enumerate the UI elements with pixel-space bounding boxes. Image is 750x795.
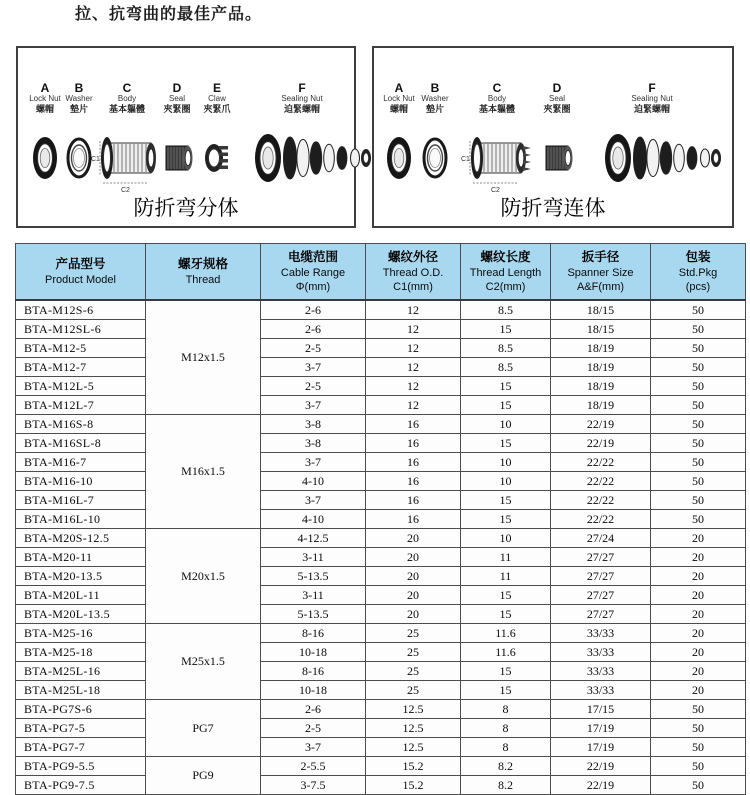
spec-value-cell: 15 bbox=[461, 491, 551, 510]
part-letter: A bbox=[40, 81, 50, 95]
table-row bbox=[16, 643, 746, 662]
spec-value-cell: 3-7 bbox=[261, 491, 366, 510]
table-row bbox=[16, 662, 746, 681]
spec-value-cell: 50 bbox=[651, 700, 746, 719]
part-en: Body bbox=[117, 94, 137, 104]
spec-value-cell: 12 bbox=[366, 339, 461, 358]
part-letter: B bbox=[430, 81, 440, 95]
spec-value-cell: 50 bbox=[651, 491, 746, 510]
spec-value-cell: 18/15 bbox=[551, 320, 651, 339]
header-row bbox=[16, 244, 746, 301]
spec-value-cell: 12 bbox=[366, 396, 461, 415]
spec-value-cell: 20 bbox=[651, 605, 746, 624]
part-zh: 夾緊爪 bbox=[203, 103, 231, 114]
part-en: Seal bbox=[548, 94, 566, 104]
spec-value-cell: 20 bbox=[651, 586, 746, 605]
part-zh: 迫緊螺帽 bbox=[283, 103, 321, 114]
table-row bbox=[16, 339, 746, 358]
spec-value-cell: 50 bbox=[651, 776, 746, 795]
spec-value-cell: 22/19 bbox=[551, 434, 651, 453]
product-model-cell: BTA-M16L-10 bbox=[16, 510, 146, 529]
product-model-cell: BTA-M12L-5 bbox=[16, 377, 146, 396]
part-letter: B bbox=[74, 81, 84, 95]
spec-value-cell: 11 bbox=[461, 548, 551, 567]
table-row bbox=[16, 300, 746, 320]
spec-value-cell: 12.5 bbox=[366, 719, 461, 738]
column-header-2 bbox=[146, 244, 261, 301]
part-zh: 墊片 bbox=[69, 103, 89, 114]
spec-value-cell: 18/19 bbox=[551, 377, 651, 396]
part-zh: 基本軀體 bbox=[108, 103, 146, 114]
spec-value-cell: 8.5 bbox=[461, 339, 551, 358]
svg-text:C1: C1 bbox=[91, 156, 100, 163]
table-row bbox=[16, 738, 746, 757]
product-model-cell: BTA-M12L-7 bbox=[16, 396, 146, 415]
spec-value-cell: 12.5 bbox=[366, 738, 461, 757]
column-header-6 bbox=[551, 244, 651, 301]
spec-value-cell: 20 bbox=[651, 681, 746, 700]
part-zh: 迫緊螺帽 bbox=[633, 103, 671, 114]
table-row bbox=[16, 605, 746, 624]
column-header-5 bbox=[461, 244, 551, 301]
table-row bbox=[16, 567, 746, 586]
spec-value-cell: 33/33 bbox=[551, 624, 651, 643]
th-sub: Φ(mm) bbox=[295, 280, 331, 293]
spec-value-cell: 8.2 bbox=[461, 757, 551, 776]
part-label-A bbox=[383, 82, 415, 115]
part-letter: D bbox=[172, 81, 182, 95]
spec-value-cell: 3-11 bbox=[261, 586, 366, 605]
diagram-box-integrated-type bbox=[372, 46, 734, 228]
spec-value-cell: 18/19 bbox=[551, 339, 651, 358]
spec-value-cell: 27/27 bbox=[551, 567, 651, 586]
spec-value-cell: 16 bbox=[366, 453, 461, 472]
spec-value-cell: 10-18 bbox=[261, 681, 366, 700]
product-model-cell: BTA-PG7S-6 bbox=[16, 700, 146, 719]
th-en: Std.Pkg bbox=[678, 266, 718, 279]
th-zh: 螺纹外径 bbox=[387, 249, 438, 264]
spec-value-cell: 2-5.5 bbox=[261, 757, 366, 776]
table-row bbox=[16, 396, 746, 415]
spec-value-cell: 18/19 bbox=[551, 358, 651, 377]
th-zh: 包装 bbox=[685, 249, 711, 264]
part-letter: D bbox=[552, 81, 562, 95]
part-label-C bbox=[479, 82, 515, 115]
th-sub: C2(mm) bbox=[485, 280, 526, 293]
part-en: Sealing Nut bbox=[631, 94, 673, 104]
svg-text:C2: C2 bbox=[491, 187, 500, 194]
spec-value-cell: 5-13.5 bbox=[261, 605, 366, 624]
table-row bbox=[16, 757, 746, 776]
spec-value-cell: 20 bbox=[651, 548, 746, 567]
product-model-cell: BTA-M12SL-6 bbox=[16, 320, 146, 339]
part-zh: 螺帽 bbox=[35, 103, 55, 114]
spec-value-cell: 2-6 bbox=[261, 700, 366, 719]
spec-value-cell: 15 bbox=[461, 510, 551, 529]
spec-value-cell: 16 bbox=[366, 434, 461, 453]
diagram-caption: 防折弯连体 bbox=[500, 196, 606, 220]
product-model-cell: BTA-M20L-13.5 bbox=[16, 605, 146, 624]
th-en: Cable Range bbox=[280, 266, 346, 279]
svg-text:C1: C1 bbox=[461, 156, 470, 163]
product-model-cell: BTA-M25-18 bbox=[16, 643, 146, 662]
spec-table-body bbox=[16, 300, 746, 795]
spec-value-cell: 8 bbox=[461, 700, 551, 719]
spec-value-cell: 20 bbox=[366, 567, 461, 586]
spec-value-cell: 27/24 bbox=[551, 529, 651, 548]
cable-gland-exploded-illustration bbox=[374, 124, 732, 200]
table-row bbox=[16, 529, 746, 548]
part-letter: F bbox=[298, 81, 306, 95]
spec-value-cell: 15.2 bbox=[366, 776, 461, 795]
part-label-B bbox=[65, 82, 92, 115]
spec-value-cell: 22/22 bbox=[551, 491, 651, 510]
column-header-3 bbox=[261, 244, 366, 301]
spec-value-cell: 50 bbox=[651, 472, 746, 491]
product-model-cell: BTA-M20-11 bbox=[16, 548, 146, 567]
product-model-cell: BTA-PG7-7 bbox=[16, 738, 146, 757]
spec-value-cell: 15 bbox=[461, 681, 551, 700]
spec-value-cell: 3-7 bbox=[261, 453, 366, 472]
spec-value-cell: 20 bbox=[366, 529, 461, 548]
spec-value-cell: 27/27 bbox=[551, 605, 651, 624]
spec-value-cell: 50 bbox=[651, 719, 746, 738]
spec-value-cell: 5-13.5 bbox=[261, 567, 366, 586]
column-header-7 bbox=[651, 244, 746, 301]
spec-value-cell: 12.5 bbox=[366, 700, 461, 719]
table-row bbox=[16, 719, 746, 738]
spec-value-cell: 12 bbox=[366, 300, 461, 320]
product-model-cell: BTA-M12-7 bbox=[16, 358, 146, 377]
part-zh: 螺帽 bbox=[389, 103, 409, 114]
part-label-D bbox=[543, 82, 570, 115]
product-model-cell: BTA-PG7-5 bbox=[16, 719, 146, 738]
table-row bbox=[16, 586, 746, 605]
product-model-cell: BTA-M20-13.5 bbox=[16, 567, 146, 586]
spec-value-cell: 3-8 bbox=[261, 434, 366, 453]
part-label-D bbox=[163, 82, 190, 115]
th-en: Product Model bbox=[45, 273, 116, 286]
thread-group-cell: PG7 bbox=[146, 700, 261, 757]
spec-value-cell: 50 bbox=[651, 434, 746, 453]
table-row bbox=[16, 624, 746, 643]
spec-value-cell: 50 bbox=[651, 453, 746, 472]
spec-value-cell: 11 bbox=[461, 567, 551, 586]
spec-value-cell: 2-5 bbox=[261, 719, 366, 738]
spec-value-cell: 4-10 bbox=[261, 472, 366, 491]
spec-value-cell: 4-10 bbox=[261, 510, 366, 529]
part-letter: C bbox=[492, 81, 502, 95]
spec-value-cell: 50 bbox=[651, 339, 746, 358]
th-en: Spanner Size bbox=[567, 266, 634, 279]
thread-group-cell: PG9 bbox=[146, 757, 261, 795]
spec-value-cell: 17/19 bbox=[551, 719, 651, 738]
svg-text:C2: C2 bbox=[121, 187, 130, 194]
table-row bbox=[16, 681, 746, 700]
spec-value-cell: 16 bbox=[366, 491, 461, 510]
th-en: Thread Length bbox=[469, 266, 542, 279]
diagram-caption: 防折弯分体 bbox=[133, 196, 239, 220]
product-model-cell: BTA-M20L-11 bbox=[16, 586, 146, 605]
spec-value-cell: 10 bbox=[461, 529, 551, 548]
part-label-F bbox=[281, 82, 322, 115]
spec-value-cell: 33/33 bbox=[551, 662, 651, 681]
spec-value-cell: 20 bbox=[651, 643, 746, 662]
part-en: Claw bbox=[208, 94, 226, 104]
spec-value-cell: 15 bbox=[461, 662, 551, 681]
spec-value-cell: 15 bbox=[461, 605, 551, 624]
table-row bbox=[16, 548, 746, 567]
th-en: Thread O.D. bbox=[382, 266, 444, 279]
product-model-cell: BTA-M16-7 bbox=[16, 453, 146, 472]
product-model-cell: BTA-M12-5 bbox=[16, 339, 146, 358]
spec-value-cell: 50 bbox=[651, 415, 746, 434]
spec-value-cell: 8-16 bbox=[261, 662, 366, 681]
product-model-cell: BTA-M16-10 bbox=[16, 472, 146, 491]
spec-value-cell: 33/33 bbox=[551, 681, 651, 700]
spec-value-cell: 3-7 bbox=[261, 738, 366, 757]
spec-value-cell: 11.6 bbox=[461, 624, 551, 643]
th-sub: C1(mm) bbox=[393, 280, 433, 293]
part-zh: 基本軀體 bbox=[478, 103, 516, 114]
diagram-box-split-type bbox=[16, 46, 356, 228]
th-sub: A&F(mm) bbox=[576, 280, 625, 293]
th-zh: 螺纹长度 bbox=[480, 249, 531, 264]
spec-value-cell: 50 bbox=[651, 757, 746, 776]
spec-value-cell: 15 bbox=[461, 396, 551, 415]
spec-value-cell: 15 bbox=[461, 434, 551, 453]
spec-value-cell: 10 bbox=[461, 453, 551, 472]
intro-text: 拉、抗弯曲的最佳产品。 bbox=[75, 6, 263, 23]
part-en: Washer bbox=[421, 94, 449, 104]
part-en: Sealing Nut bbox=[281, 94, 323, 104]
part-en: Seal bbox=[168, 94, 186, 104]
spec-value-cell: 20 bbox=[651, 529, 746, 548]
spec-value-cell: 8 bbox=[461, 738, 551, 757]
spec-value-cell: 50 bbox=[651, 377, 746, 396]
spec-value-cell: 27/27 bbox=[551, 548, 651, 567]
spec-value-cell: 16 bbox=[366, 510, 461, 529]
part-label-E bbox=[203, 82, 230, 115]
spec-value-cell: 18/15 bbox=[551, 300, 651, 320]
spec-value-cell: 25 bbox=[366, 681, 461, 700]
spec-value-cell: 22/22 bbox=[551, 472, 651, 491]
spec-value-cell: 10-18 bbox=[261, 643, 366, 662]
spec-value-cell: 50 bbox=[651, 358, 746, 377]
thread-group-cell: M25x1.5 bbox=[146, 624, 261, 700]
spec-value-cell: 33/33 bbox=[551, 643, 651, 662]
spec-value-cell: 20 bbox=[651, 567, 746, 586]
product-model-cell: BTA-M12S-6 bbox=[16, 300, 146, 320]
spec-table-header bbox=[16, 244, 746, 301]
column-header-4 bbox=[366, 244, 461, 301]
table-row bbox=[16, 700, 746, 719]
spec-value-cell: 8.5 bbox=[461, 358, 551, 377]
spec-value-cell: 12 bbox=[366, 377, 461, 396]
part-letter: E bbox=[212, 81, 222, 95]
cable-gland-exploded-illustration bbox=[18, 124, 354, 200]
spec-value-cell: 20 bbox=[651, 624, 746, 643]
table-row bbox=[16, 472, 746, 491]
spec-value-cell: 12 bbox=[366, 320, 461, 339]
spec-value-cell: 17/19 bbox=[551, 738, 651, 757]
spec-value-cell: 12 bbox=[366, 358, 461, 377]
spec-value-cell: 20 bbox=[651, 662, 746, 681]
table-row bbox=[16, 358, 746, 377]
part-letter: C bbox=[122, 81, 132, 95]
table-row bbox=[16, 415, 746, 434]
th-sub: (pcs) bbox=[685, 280, 711, 293]
part-en: Washer bbox=[65, 94, 93, 104]
spec-value-cell: 22/22 bbox=[551, 510, 651, 529]
thread-group-cell: M20x1.5 bbox=[146, 529, 261, 624]
part-zh: 夾緊圈 bbox=[163, 103, 191, 114]
spec-value-cell: 4-12.5 bbox=[261, 529, 366, 548]
spec-value-cell: 50 bbox=[651, 510, 746, 529]
part-en: Lock Nut bbox=[383, 94, 415, 104]
spec-value-cell: 22/19 bbox=[551, 757, 651, 776]
spec-value-cell: 50 bbox=[651, 320, 746, 339]
spec-value-cell: 25 bbox=[366, 643, 461, 662]
table-row bbox=[16, 453, 746, 472]
th-zh: 扳手径 bbox=[581, 249, 620, 264]
product-model-cell: BTA-M16S-8 bbox=[16, 415, 146, 434]
product-model-cell: BTA-M20S-12.5 bbox=[16, 529, 146, 548]
spec-value-cell: 22/19 bbox=[551, 776, 651, 795]
spec-value-cell: 3-7 bbox=[261, 358, 366, 377]
spec-value-cell: 8.5 bbox=[461, 300, 551, 320]
spec-value-cell: 25 bbox=[366, 624, 461, 643]
part-letter: F bbox=[648, 81, 656, 95]
spec-value-cell: 8 bbox=[461, 719, 551, 738]
part-label-B bbox=[421, 82, 448, 115]
thread-group-cell: M16x1.5 bbox=[146, 415, 261, 529]
spec-value-cell: 27/27 bbox=[551, 586, 651, 605]
table-row bbox=[16, 320, 746, 339]
spec-value-cell: 50 bbox=[651, 300, 746, 320]
product-model-cell: BTA-M16L-7 bbox=[16, 491, 146, 510]
spec-value-cell: 15 bbox=[461, 586, 551, 605]
thread-group-cell: M12x1.5 bbox=[146, 300, 261, 415]
th-en: Thread bbox=[185, 273, 221, 286]
spec-value-cell: 22/19 bbox=[551, 415, 651, 434]
column-header-1 bbox=[16, 244, 146, 301]
spec-value-cell: 2-6 bbox=[261, 300, 366, 320]
spec-value-cell: 22/22 bbox=[551, 453, 651, 472]
part-label-A bbox=[29, 82, 61, 115]
spec-value-cell: 11.6 bbox=[461, 643, 551, 662]
part-label-C bbox=[109, 82, 145, 115]
spec-value-cell: 3-8 bbox=[261, 415, 366, 434]
spec-value-cell: 16 bbox=[366, 472, 461, 491]
table-row bbox=[16, 377, 746, 396]
th-zh: 电缆范围 bbox=[287, 249, 338, 264]
table-row bbox=[16, 510, 746, 529]
spec-value-cell: 20 bbox=[366, 586, 461, 605]
product-model-cell: BTA-PG9-7.5 bbox=[16, 776, 146, 795]
spec-value-cell: 25 bbox=[366, 662, 461, 681]
part-en: Lock Nut bbox=[29, 94, 61, 104]
spec-value-cell: 15 bbox=[461, 320, 551, 339]
spec-value-cell: 16 bbox=[366, 415, 461, 434]
spec-value-cell: 2-5 bbox=[261, 339, 366, 358]
product-model-cell: BTA-M25-16 bbox=[16, 624, 146, 643]
part-zh: 夾緊圈 bbox=[543, 103, 571, 114]
product-model-cell: BTA-M25L-16 bbox=[16, 662, 146, 681]
spec-value-cell: 3-7 bbox=[261, 396, 366, 415]
spec-value-cell: 8.2 bbox=[461, 776, 551, 795]
spec-value-cell: 10 bbox=[461, 472, 551, 491]
th-zh: 产品型号 bbox=[55, 256, 106, 271]
spec-value-cell: 3-11 bbox=[261, 548, 366, 567]
spec-value-cell: 17/15 bbox=[551, 700, 651, 719]
spec-value-cell: 2-5 bbox=[261, 377, 366, 396]
spec-value-cell: 18/19 bbox=[551, 396, 651, 415]
product-model-cell: BTA-M16SL-8 bbox=[16, 434, 146, 453]
part-letter: A bbox=[394, 81, 404, 95]
spec-value-cell: 15.2 bbox=[366, 757, 461, 776]
spec-value-cell: 8-16 bbox=[261, 624, 366, 643]
table-row bbox=[16, 776, 746, 795]
product-model-cell: BTA-M25L-18 bbox=[16, 681, 146, 700]
spec-value-cell: 2-6 bbox=[261, 320, 366, 339]
spec-value-cell: 20 bbox=[366, 548, 461, 567]
table-row bbox=[16, 434, 746, 453]
part-zh: 墊片 bbox=[425, 103, 445, 114]
spec-value-cell: 15 bbox=[461, 377, 551, 396]
part-en: Body bbox=[487, 94, 507, 104]
spec-value-cell: 10 bbox=[461, 415, 551, 434]
th-zh: 螺牙规格 bbox=[177, 256, 228, 271]
table-row bbox=[16, 491, 746, 510]
spec-value-cell: 50 bbox=[651, 738, 746, 757]
product-model-cell: BTA-PG9-5.5 bbox=[16, 757, 146, 776]
spec-table bbox=[15, 243, 746, 795]
spec-value-cell: 3-7.5 bbox=[261, 776, 366, 795]
part-label-F bbox=[631, 82, 672, 115]
spec-value-cell: 20 bbox=[366, 605, 461, 624]
spec-value-cell: 50 bbox=[651, 396, 746, 415]
